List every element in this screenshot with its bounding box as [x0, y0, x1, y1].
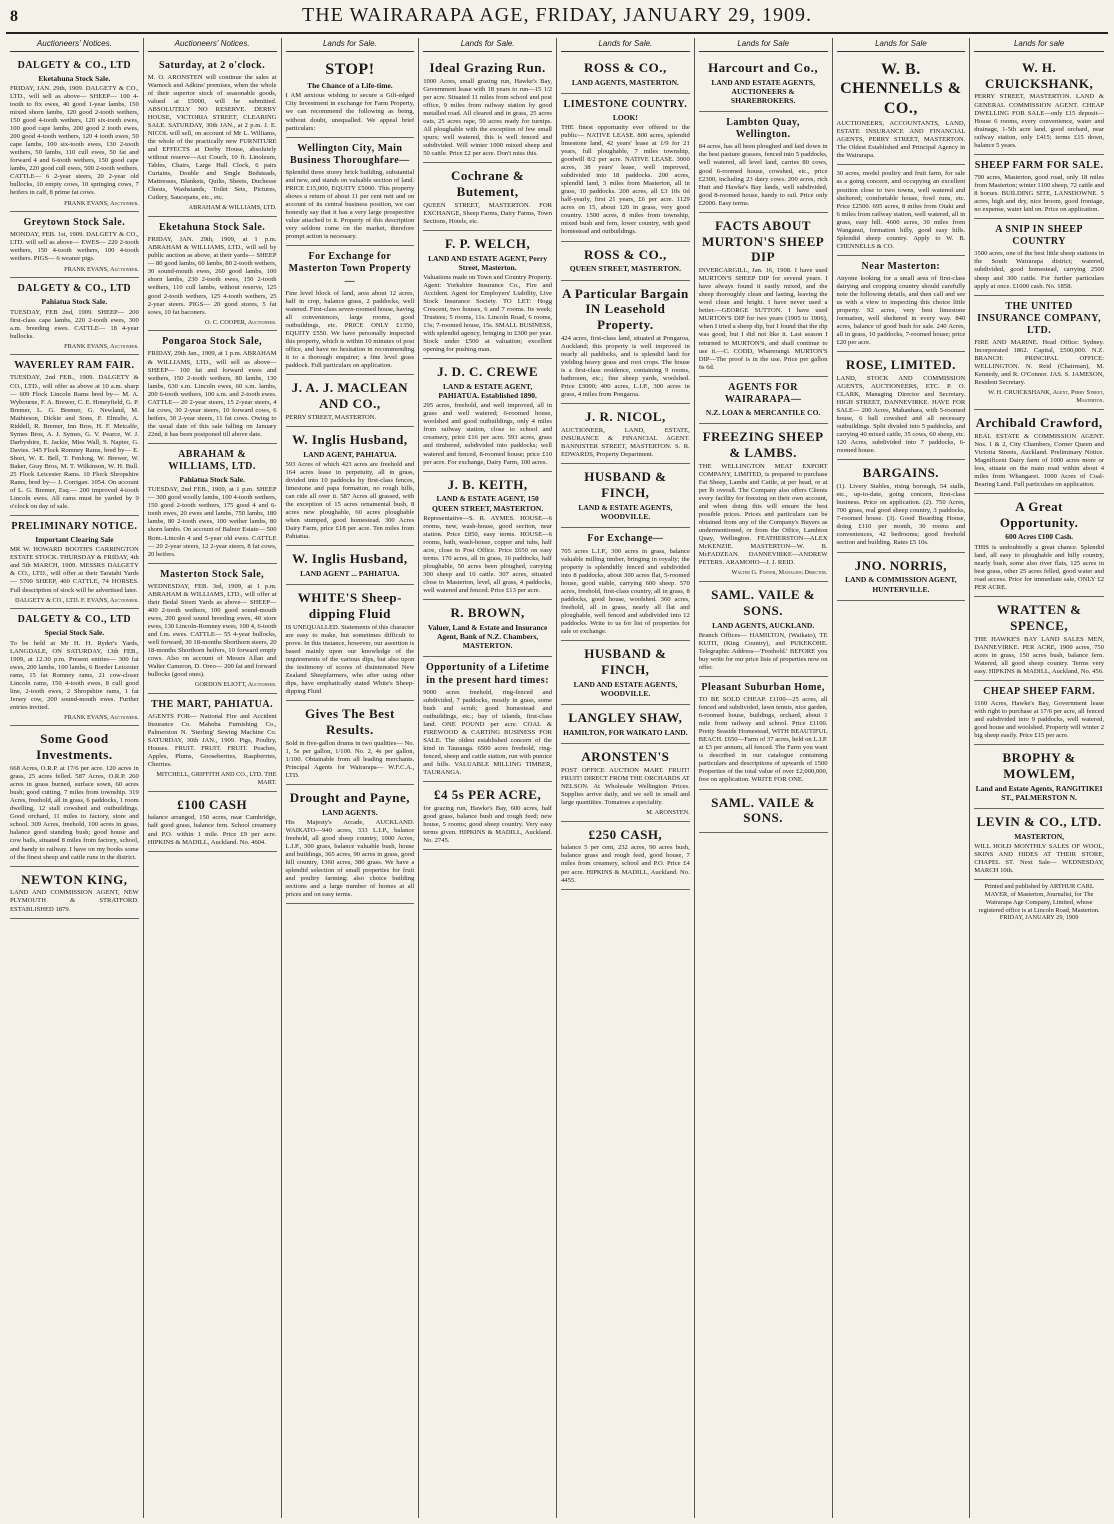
- ad-title: A Particular Bargain IN Leasehold Property.: [561, 285, 689, 333]
- advertisement: [561, 404, 690, 464]
- ad-title: W. Inglis Husband,: [292, 431, 408, 447]
- ad-title: HUSBAND & FINCH,: [584, 469, 667, 501]
- ad-body: MR W. HOWARD BOOTH'S CARRINGTON ESTATE STOCK. THURSDAY & FRIDAY, 4th and 5th MARCH, 1909. MESSRS DALGETY & CO., LTD., will offer at their Taratahi Yards— 5700 SHEEP, 460 CATTLE, 74 HORSES. Full description of stock will be advertised later.: [10, 546, 139, 594]
- column-1: [6, 38, 144, 1518]
- ad-title: £4 5s PER ACRE,: [434, 787, 542, 803]
- ad-body: THE finest opportunity ever offered to the public— NATIVE LEASE. 800 acres, splendid limestone land, 42 years' lease at 1/9 for 21 years, full ploughable, 7 miles township, goodwill 8/2 per acre. NATIVE LEASE. 3000 acres, 38 years' lease, well improved, subdivided into 18 paddocks. 200 acres, splendid land, 3 miles from Masterton, all in grass, 10 paddocks. 200 acres, all £3 10s 0d half-yearly, first 21 years, £6 per acre. 1129 acres on 15, about 120 in grass, very good country. 1500 acres, 8 miles from township, mixed bush and fern, lower country, with good homestead and outbuildings.: [561, 124, 690, 236]
- ad-title: HUSBAND & FINCH,: [584, 645, 667, 677]
- column-heading: Lands for Sale: [699, 38, 828, 52]
- advertisement: [423, 359, 552, 471]
- ad-subtitle: Pahiatua Stock Sale.: [179, 475, 245, 485]
- ad-body: for grazing run, Hawke's Bay, 600 acres, half good grass, balance bush and rough feed; new house, 5 rooms; good sheep country. Very easy terms given. HIPKINS & MADILL, Auckland. No. 2745.: [423, 804, 552, 845]
- ad-signature: FRANK EVANS, Auctioneer.: [64, 265, 139, 273]
- advertisement: [286, 138, 415, 247]
- ad-title: SHEEP FARM FOR SALE.: [974, 159, 1104, 171]
- ad-title: THE UNITED INSURANCE COMPANY, LTD.: [977, 300, 1102, 336]
- advertisement: [10, 867, 139, 919]
- ad-signature: Walter G. Foster, Managing Director.: [731, 569, 828, 577]
- ad-subtitle: LAND AND ESTATE AGENTS, AUCTIONEERS & SHAREBROKERS.: [711, 77, 815, 105]
- ad-subtitle: LAND AGENTS, MASTERTON.: [571, 77, 679, 87]
- ad-body: 593 Acres of which 423 acres are freehold and 164 acres lease in perpetuity, all in grass, divided into 10 paddocks by first-class fences, limestone and papa formation, no rough hills, can ride all over it. 587 Acres all grassed, with the exception of 15 acres ornamental bush, 8 acres new ploughable, 60 acres ploughable when stumped, good homestead. 300 Acres Dairy Farm, price £18 per acre. Ten miles from Pahiatua.: [285, 460, 415, 541]
- column-2: [144, 38, 282, 1518]
- ad-title: Near Masterton:: [861, 260, 941, 272]
- imprint-footer: Printed and published by ARTHUR CARL MAYER, of Masterton, Journalist, for The Wairarapa Age Company, Limited, whose registered office is at Lincoln Road, Masterton. FRIDAY, JANUARY 29, 1909: [978, 883, 1100, 922]
- advertisement: [699, 213, 828, 377]
- advertisement: [974, 296, 1104, 410]
- ad-title: J. A. J. MACLEAN AND CO.,: [291, 380, 409, 411]
- ad-title: Saturday, at 2 o'clock.: [159, 59, 266, 71]
- ad-title: WHITE'S Sheep-dipping Fluid: [297, 590, 402, 622]
- ad-title: Pongaroa Stock Sale,: [162, 336, 263, 348]
- advertisement: [561, 55, 690, 94]
- ad-title: SAML. VAILE & SONS.: [711, 794, 816, 826]
- advertisement: [10, 609, 139, 726]
- ad-body: FRIDAY, 29th Jan., 1909, at 1 p.m. ABRAHAM & WILLIAMS, LTD., will sell as above— SHEEP— 100 fat and forward ewes and wethers, 150 2-tooth wethers, 80 lambs, 130 lambs, 630 s.m. Lincoln ewes, 60 s.m. lambs, 200 6-tooth wethers, 100 s.m. and 2-tooth ewes. CATTLE— 20 2-year steers, 15 2-year steers, 4 fat cows, 30 2-year steers, 10 forward cows, 6 heifers, 30 2-year steers, 11 fat cows. Owing to the usual date of this sale falling on January 22nd, it has been postponed till above date.: [147, 350, 277, 438]
- ad-title: WAVERLEY RAM FAIR.: [14, 360, 135, 372]
- ad-signature: GORDON ELIOTT, Auctioneer.: [194, 681, 277, 689]
- ad-title: BARGAINS.: [862, 465, 940, 481]
- ad-body: FIRE AND MARINE. Head Office: Sydney. Incorporated 1862. Capital, £500,000. N.Z. BRANCH: PRINCIPAL OFFICE: WELLINGTON. N. Reid (Chairman), M. Kennedy, and R. O'Connor. JAS. S. JAMESON, Resident Secretary.: [974, 339, 1104, 387]
- ad-title: W. Inglis Husband,: [292, 551, 408, 567]
- ad-subtitle: Special Stock Sale.: [44, 628, 105, 638]
- ad-title: CHEAP SHEEP FARM.: [983, 685, 1096, 697]
- ad-title: LANGLEY SHAW,: [568, 709, 683, 725]
- advertisement: [699, 112, 828, 213]
- ad-title: DALGETY & CO., LTD: [17, 59, 132, 71]
- ad-body: To be held at Mr H. H. Ryder's Yards, LANGDALE, ON SATURDAY, 13th FEB., 1909, at 12.30 p.m. Present entries— 300 fat ewes, 200 lambs, 100 lambs, 6 Border Leicester rams, 15 fat Romney rams, 21 cow-closer Lincoln rams, 150 4-tooth ewes, 8 cull good line, 2-tooth ewes, 2 Shropshire rams, 1 fat Jersey cow, 200 sound-mouth ewes. Further entries invited.: [10, 639, 139, 711]
- ad-subtitle: LAND AGENT, PAHIATUA.: [303, 449, 397, 459]
- ad-subtitle: LOOK!: [612, 112, 638, 122]
- ad-signature: FRANK EVANS, Auctioneer.: [64, 713, 139, 721]
- advertisement: [10, 516, 139, 609]
- ad-subtitle: LAND & COMMISSION AGENT, HUNTERVILLE.: [845, 575, 957, 594]
- ad-subtitle: N.Z. LOAN & MERCANTILE CO.: [705, 408, 821, 418]
- ad-title: THE MART, PAHIATUA.: [151, 698, 274, 710]
- ad-signature: FRANK EVANS, Auctioneer.: [64, 342, 139, 350]
- column-8: [970, 38, 1108, 1518]
- ad-title: Masterton Stock Sale,: [160, 568, 265, 580]
- ad-title: Cochrane & Butement,: [451, 167, 525, 199]
- ad-body: INVERCARGILL, Jan. 16, 1908. I have used MURTON'S SHEEP DIP for several years. I have always found it easily mixed, and the sheep thoroughly clean and lasting, leaving the wool clean and bright. I have never used a better.—GEORGE SUTTON. I have used MURTON'S DIP for two years (1905 to 1906), when I tried a sheep dip, but I found that the dip was good, but I did not like it. Last season I returned to MURTON'S, and shall continue to use it.—C. CODD, Wharerangi. MURTON'S DIP—The proof is in the use. Price per gallon 6s 6d.: [698, 267, 828, 371]
- ad-title: BROPHY & MOWLEM,: [1002, 750, 1076, 781]
- advertisement: [10, 726, 139, 866]
- ad-body: REAL ESTATE & COMMISSION AGENT. Nos. 1 & 2, City Chambers, Corner Queen and Victoria Streets, Auckland. Preliminary Notice. Magnificent Dairy farm of 1000 acres more or less, situate on the main road within about 4 miles from Whangarei. 1000 Acres of Coal-Bearing Land. Full particulars on application.: [974, 432, 1104, 488]
- ad-body: AUCTIONEER, LAND, ESTATE, INSURANCE & FINANCIAL AGENT. BANNISTER STREET, MASTERTON. S. R. EDWARDS, Property Department.: [561, 427, 690, 459]
- column-heading: Lands for Sale.: [423, 38, 552, 52]
- advertisement: [148, 792, 277, 852]
- ad-title: A SNIP IN SHEEP COUNTRY: [995, 224, 1084, 248]
- ad-title: W. B. CHENNELLS & CO.,: [840, 60, 962, 117]
- ad-title: ABRAHAM & WILLIAMS, LTD.: [168, 448, 256, 472]
- column-4: [419, 38, 557, 1518]
- ad-title: ARONSTEN'S: [581, 748, 670, 764]
- ad-title: ROSS & CO.,: [583, 59, 667, 75]
- ad-title: SAML. VAILE & SONS.: [711, 586, 816, 618]
- advertisement: [423, 55, 552, 163]
- ad-signature: DALGETY & CO., LTD. F. EVANS, Auctioneer.: [15, 596, 139, 604]
- advertisement: [10, 55, 139, 212]
- ad-body: PERRY STREET, MASTERTON.: [285, 413, 377, 421]
- ad-title: Opportunity of a Lifetime in the present hard times:: [425, 662, 550, 686]
- ad-body: LAND AND COMMISSION AGENT, NEW PLYMOUTH & STRATFORD. ESTABLISHED 1879.: [10, 889, 139, 913]
- ad-body: IS UNEQUALLED. Statements of this character are easy to make, but sometimes difficult to prove. In this instance, however, our assertion is based mainly upon our knowledge of the requirements of the various dips, but also upon the testimony of scores of disinterested New Zealand Sheepfarmers, who after using other dips, have emphatically stated White's Sheep-dipping Fluid: [285, 623, 415, 696]
- ad-subtitle: Pahiatua Stock Sale.: [41, 297, 108, 307]
- ad-subtitle: QUEEN STREET, MASTERTON.: [569, 264, 681, 274]
- ad-body: 1000 Acres, small grazing run, Hawke's Bay, Government lease with 18 years to run—15 1/2 per acre. Situated 11 miles from school and post office, 9 miles from railway station by good metalled road. All cleared and in grass, 25 acres oats, 25 acres rape, 50 acres ready for turnips. All ploughable with the exception of few small spurs; well watered, this is well fenced and subdivided. Will winter 1000 mixed sheep and 50 cattle. Price £2 per acre. Don't miss this.: [423, 77, 552, 157]
- advertisement: [974, 494, 1104, 597]
- ad-body: FRIDAY, JAN. 29th, 1909, at 1 p.m. ABRAHAM & WILLIAMS, LTD., will sell by public auction as above, at their yards— SHEEP— 80 good lambs, 60 lambs, 80 2-tooth wethers, 30 sound-mouth ewes, 260 good lambs, 100 shorn lambs, 230 2-tooth ewes, 150 2-tooth wethers, 110 cull lambs, without reserve, 125 good 2-tooth wethers, 125 4-tooth wethers, 25 2-year steers. PIGS— 20 good stores, 5 fat sows, 10 fat baconers.: [147, 236, 277, 316]
- ad-signature: FRANK EVANS, Auctioneer.: [64, 199, 139, 207]
- ad-subtitle: LAND & ESTATE AGENT, 150 QUEEN STREET, MASTERTON.: [432, 494, 544, 513]
- ad-subtitle: LAND AGENTS.: [322, 807, 378, 817]
- advertisement: [148, 564, 277, 694]
- advertisement: [974, 745, 1104, 809]
- ad-title: WRATTEN & SPENCE,: [996, 601, 1082, 633]
- ad-title: For Exchange—: [587, 533, 664, 545]
- ad-signature: MITCHELL, GRIFFITH AND CO., LTD. THE MART.: [156, 771, 277, 786]
- advertisement: [286, 246, 415, 375]
- ad-subtitle: HAMILTON, FOR WAIKATO LAND.: [563, 727, 688, 737]
- masthead-title: THE WAIRARAPA AGE, FRIDAY, JANUARY 29, 1909.: [301, 4, 812, 26]
- ad-title: NEWTON KING,: [21, 871, 128, 887]
- advertisement: [561, 528, 690, 641]
- ad-body: 668 Acres, O.R.P. at 17/6 per acre. 120 acres in grass, 25 acres felled. 587 Acres, O.R.P. 260 acres in grass burned, surface sown, 60 acres bush; good cutting, 7 miles from township. 319 Acres, freehold, all in grass, 6 paddocks, 1 room dwelling, 12 stall cowshed and outbuildings. Good orchard, 11 miles to factory, store and school. 309 Acres, freehold, 100 acres in grass, balance good standing bush; good house and cow bails, situated 8 miles from factory, school, and handy to railway. I have on my books some of the finest sheep and cattle runs in the district.: [10, 765, 139, 861]
- advertisement: [974, 681, 1104, 745]
- advertisement: [561, 822, 690, 890]
- ad-subtitle: Land and Estate Agents, RANGITIKEI ST., PALMERSTON N.: [975, 783, 1103, 802]
- columns-grid: [6, 38, 1108, 1518]
- advertisement: [561, 242, 690, 281]
- ad-body: His Majesty's Arcade, AUCKLAND. WAIKATO—940 acres, 333 L.I.P., balance freehold, all good sheep country, 1000 Acres, L.I.P., 300 grass, balance valuable bush, house and buildings, 365 acres, 90 acres in grass, good hill country, 1360 acres, 380 grass. We have a splendid selection of small properties for fruit and poultry farming; also choice building sections and a large number of homes at all prices and on easy terms.: [285, 819, 415, 899]
- advertisement: [699, 790, 828, 834]
- advertisement: [699, 677, 828, 790]
- ad-title: ROSE, LIMITED.: [845, 357, 956, 373]
- ad-title: Eketahuna Stock Sale.: [158, 222, 266, 234]
- column-3: [282, 38, 420, 1518]
- ad-title: A Great Opportunity.: [999, 498, 1079, 530]
- ad-body: TUESDAY, 2nd FEB., 1909. DALGETY & CO., LTD., will offer as above at 10 a.m. sharp— 609 Flock Lincoln Rams bred by— M. A. Wybourne, F. A. Brewer, C. E. Honeyfield, G. P. Bremer, L. G. Bremer, G. Newland, M. Mathieson, Dickie and Sons, F. Elmslie, A. Riddell, R. Bremer, Inn Bros, H. F. Metcalfe, Symes Bros, A. J. Symes, G. V. Pearce, W. J. Darbyshire, E. Jackie, Miss Wall, S. Napier, G. Davies. 345 Flock Romney Rams, bred by— E. Short, W. E. Bell, T. Fenlong, W. Brewer, W. Baker, Gray Bros, M. T. Wilkinson, W. H. Bull. 25 Flock Leicester Rams. 10 Flock Shropshire Rams, bred by— J. Corrigan. 1054. On account of L. G. Bremer, Esq.— 200 improved 4-tooth Lincoln ewes. All rams must be yarded by 9 o'clock on day of sale.: [10, 374, 139, 510]
- ad-subtitle: LAND AND ESTATE AGENTS, WOODVILLE.: [573, 679, 678, 698]
- ad-body: (1). Livery Stables, rising borough, 54 stalls, etc., up-to-date, going concern, first-class business. Price on application. (2). 750 Acres, 700 grass, real good sheep country, 3 paddocks, 7-roomed house. (3). Good Boarding House, doing £110 per month, 30 rooms and conveniences, 42 bedrooms; good freehold section and building. Rates £5 10s.: [836, 483, 966, 547]
- advertisement: [286, 546, 415, 585]
- ad-body: THE WELLINGTON MEAT EXPORT COMPANY, LIMITED, is prepared to purchase Fat Sheep, Lambs and Cattle, at per head, or at per lb overall. The Company also offers Clients every facility for freezing on their own account, and when doing this will ensure the best possible prices. Prices and particulars can be obtained from any of the Company's Buyers as undermentioned, or from the Office, Lambton Quay, Wellington. FEATHERSTON—ALEX McKENZIE. MASTERTON—W. B. McFADZEAN. DANNEVIRKE—ANDREW PETERS. ARAMOHO—J. J. REID.: [698, 462, 828, 567]
- advertisement: [148, 55, 277, 217]
- ad-body: 84 acres, has all been ploughed and laid down in the best pasture grasses, fenced into 5 paddocks, well watered, all level land, carries 80 cows, good 6-roomed house, cowshed, etc., price £2300, including 23 dairy cows. 200 acres, rich Hutt and Hawke's Bay lands, well subdivided, good 8-roomed house, handy to rail. Price only £2000. Easy terms.: [698, 143, 828, 207]
- ad-body: AUCTIONEERS, ACCOUNTANTS, LAND, ESTATE INSURANCE AND FINANCIAL AGENTS, PERRY STREET, MASTERTON. The Oldest Established and Principal Agency in the Wairarapa.: [836, 120, 966, 160]
- ad-title: FACTS ABOUT MURTON'S SHEEP DIP: [702, 217, 825, 265]
- advertisement: [837, 165, 966, 255]
- advertisement: [148, 694, 277, 792]
- advertisement: [974, 219, 1104, 296]
- ad-title: Drought and Payne,: [289, 790, 411, 806]
- advertisement: [148, 217, 277, 331]
- column-heading: Auctioneers' Notices.: [10, 38, 139, 52]
- advertisement: [286, 701, 415, 785]
- ad-signature: O. C. COOPER, Auctioneer.: [205, 318, 277, 326]
- advertisement: [10, 355, 139, 516]
- ad-body: TUESDAY, 2nd FEB., 1909, at 1 p.m. SHEEP— 300 good woolly lambs, 100 4-tooth wethers, 150 good 2-tooth wethers, 175 good 4 and 6-tooth ewes, 20 ewes and lambs, 750 lambs, 180 lambs, 80 2-tooth ewes, 100 wether lambs, 80 shorn lambs. On account of Balnor Estate— 500 Rom.-Lincoln 4 and 5-year old ewes. CATTLE— 20 2-year steers, 12 2-year steers, 8 fat cows, 20 heifers.: [147, 486, 277, 558]
- ad-body: FRIDAY, JAN. 29th, 1909. DALGETY & CO., LTD., will sell as above— SHEEP— 100 4-tooth to fix ewes, 40 good 1-year lambs, 150 mixed shorn lambs, 120 good 2-tooth wethers, 150 good 4-tooth wethers, 120 six-tooth ewes, 100 good cape lambs, 200 good 2 tooth ewes, 200 good 4-tooth wethers, 120 4 tooth ewes, 50 cape lambs, 100 six-tooth ewes, 130 2-tooth wethers, 50 lambs, 110 cull ewes, 50 fat and forward 4 and 6-tooth wethers, 150 good cape lambs, 220 good cull ewes, 500 2-tooth wethers. CATTLE— 6 2-year steers, 20 2-year old bullocks, 10 empty cows, 10 springing cows, 7 heifers in calf, 8 prime fat cows.: [10, 85, 139, 197]
- ad-signature: M. ARONSTEN.: [646, 808, 690, 816]
- ad-title: Greytown Stock Sale.: [23, 217, 126, 229]
- ad-title: AGENTS FOR WAIRARAPA—: [724, 381, 802, 405]
- ad-subtitle: The Chance of a Life-time.: [307, 81, 393, 91]
- ad-subtitle: Valuer, Land & Estate and Insurance Agent, Bank of N.Z. Chambers, MASTERTON.: [427, 622, 548, 651]
- ad-subtitle: MASTERTON,: [1014, 831, 1065, 841]
- advertisement: [699, 55, 828, 112]
- advertisement: [10, 212, 139, 278]
- ad-title: R. BROWN,: [450, 605, 525, 621]
- ad-title: J. R. NICOL,: [584, 409, 666, 425]
- ad-title: FREEZING SHEEP & LAMBS.: [702, 429, 824, 461]
- advertisement: [423, 600, 552, 657]
- ad-body: 424 acres, first-class land, situated at Pongaroa, Auckland; this property is well improved in nearly all paddocks, and is splendid land for yielding heavy grass and root crops. The house is a first-class residence, containing 9 rooms, bathroom, etc.; fine sheep yards, woolshed. Price £3000; 400 acres, L.I.P., 300 acres in grass, 4 miles from Pongaroa.: [561, 335, 690, 399]
- advertisement: [974, 55, 1104, 155]
- ad-body: 3500 acres, one of the best little sheep stations in the South Wairarapa district; watered, subdivided, good homestead, carrying 2500 sheep and 300 cattle. For further particulars apply at once. £1000 cash. No. 1858.: [974, 250, 1104, 290]
- advertisement: [286, 375, 415, 427]
- ad-body: I AM anxious wishing to secure a Gilt-edged City Investment in exchange for Farm Property, we can recommend the following as being, without doubt, unequalled. We appeal brief particulars:: [285, 92, 415, 132]
- ad-body: balance arranged, 150 acres, near Cambridge, half good grass, balance fern. School creamery and P.O. within 1 mile. Price £9 per acre. HIPKINS & MADILL, Auckland. No. 4604.: [147, 814, 277, 846]
- ad-title: W. H. CRUICKSHANK,: [985, 59, 1094, 91]
- advertisement: [423, 231, 552, 359]
- advertisement: [561, 464, 690, 528]
- ad-title: LEVIN & CO., LTD.: [976, 814, 1102, 829]
- ad-body: THIS is undoubtedly a great chance. Splendid land, all easy to ploughable and hilly country, nearly bush, some also river flats, 125 acres in best grass, other 25 acres felled, good water and road access. Price for immediate sale, ONLY £2 PER ACRE.: [974, 543, 1104, 591]
- ad-title: J. D. C. CREWE: [437, 364, 539, 380]
- ad-title: F. P. WELCH,: [444, 235, 531, 251]
- ad-body: 705 acres L.I.P., 300 acres in grass, balance valuable milling timber, bringing in royalty; the property is splendidly fenced and subdivided into 8 paddocks, about 300 acres flat, 5-roomed house, good stable, carrying 600 sheep. 570 acres, freehold, first-class country, all in grass, 8 paddocks, good house, woolshed. 360 acres, freehold, all in grass, nearly all flat and ploughable, well fenced and subdivided into 12 paddocks. Write to us for list of properties for sale or exchange.: [561, 547, 690, 635]
- advertisement: [286, 785, 415, 904]
- ad-subtitle: LAND AGENTS, AUCKLAND.: [712, 620, 815, 630]
- ad-title: LIMESTONE COUNTRY.: [563, 98, 688, 110]
- ad-body: TUESDAY, FEB 2nd, 1909. SHEEP— 200 first-class cape lambs, 220 2-tooth ewes, 300 a.m. breeding ewes. CATTLE— 18 4-year bullocks.: [10, 308, 139, 340]
- advertisement: [286, 55, 415, 138]
- column-heading: Lands for Sale: [837, 38, 966, 52]
- ad-subtitle: LAND & ESTATE AGENT, PAHIATUA. Established 1890.: [438, 382, 537, 401]
- ad-title: For Exchange for Masterton Town Property—: [288, 251, 412, 287]
- ad-body: Anyone looking for a small area of first-class dairying and cropping country should carefully note the following details, and then call and see us with a view to inspecting this choice little property. 92 acres, very best limestone formation, well sheltered in every way. 840 acres, balance of good bush for sale. 240 Acres, all in grass, 10 paddocks, 7-roomed house; price £20 per acre.: [836, 274, 966, 347]
- ad-subtitle: Eketahuna Stock Sale.: [38, 73, 111, 83]
- ad-body: THE HAWKE'S BAY LAND SALES MEN, DANNEVIRKE. PER ACRE, 1900 acres, 750 acres in grass, 150 acres bush, balance fern. Watered, all good sheep country. Terms very easy. HIPKINS & MADILL, Auckland, No. 456.: [974, 635, 1104, 675]
- ad-body: 790 acres, Masterton, good road, only 18 miles from Masterton; winter 1100 sheep, 72 cattle and 8 horses. BUILDING SITE, LANSDOWNE. 5 acres, high and dry, nice broom, good frontage, no expense, water laid on. Price on application.: [974, 173, 1105, 213]
- ad-subtitle: LAND AGENT ... PAHIATUA.: [300, 569, 400, 579]
- ad-body: M. O. ARONSTEN will continue the sales at Warnock and Adkins' premises, when the whole of their superior stock of seasonable goods, valued at £5000, will be submitted. ABSOLUTELY NO RESERVE. DERBY HOUSE, VICTORIA STREET, CLEARING SALE. SATURDAY, 30th JAN., at 2 p.m. J. E. NICOL will sell, on account of Mr L. Williams, the whole of the practically new FURNITURE and EFFECTS at Derby House, absolutely without reserve—Axt Couch, 10 ft. Linoleum, Tables, Chairs, Large Hall Clock, 6 pairs Curtains, Double and Single Bedsteads, Mattresses, Blankets, Quilts, Sheets, Duchesse Chests, Washstands, Toilet Sets, Pictures, Cutlery, Saucepans, etc., etc.: [147, 73, 277, 202]
- ad-body: TO BE SOLD CHEAP. £1100—25 acres, all fenced and subdivided, lawn tennis, nice garden, 6-roomed house, buildings, orchard, about 1 mile from railway and school. Price £1100. Pretty Seaside Homestead, WITH BEAUTIFUL BEACH. £650—Farm of 37 acres, held on L.I.P. at £3 per annum, all fenced. The Farm you want is described in our catalogue containing particulars and descriptions of upwards of 1500 Properties of the total value of over £2,000,000, free on application. WRITE FOR ONE.: [698, 696, 828, 784]
- advertisement: [286, 585, 415, 701]
- ad-body: Fine level block of land, area about 12 acres, half in crop, balance grass, 2 paddocks, well watered. First-class seven-roomed house, having all conveniences, large rooms, good outbuildings, etc. PRICE ONLY £1350, EQUITY £550. We have personally inspected this property, which is within 10 minutes of post office, and have no hesitation in recommending it to a thorough enquirer; a fine level grass paddock. Full particulars on application.: [285, 289, 415, 370]
- advertisement: [837, 553, 966, 601]
- advertisement: [837, 256, 966, 352]
- ad-body: POST OFFICE AUCTION MART. FRUIT! FRUIT! DIRECT FROM THE ORCHARDS AT NELSON. At Wholesale Wellington Prices. Supplies arrive daily, and we sell in small and large quantities. Tomatoes a speciality.: [561, 766, 690, 806]
- advertisement: [148, 444, 277, 564]
- advertisement: [837, 352, 966, 460]
- ad-title: DALGETY & CO., LTD: [17, 614, 132, 626]
- ad-title: £250 CASH,: [588, 826, 663, 842]
- ad-body: WEDNESDAY, FEB. 3rd, 1909, at 1 p.m. ABRAHAM & WILLIAMS, LTD., will offer at their Bedal Street Yards as above— SHEEP— 400 2-tooth wethers, 100 good sound-mouth ewes, 200 good sound breeding ewes, 40 store ewes, 130 Lincoln-Romney ewes, 100 4, 6-tooth and f.m. ewes. CATTLE— 55 4-year bullocks, well forward, 30 18-months Shorthorn steers, 20 18-months Shorthorn heifers, 10 forward empty cows. Also on account of Messrs Allan and Walter Cameron, D. Oreo— 200 fat and forward bullocks (good ones).: [147, 582, 277, 679]
- advertisement: [561, 281, 690, 405]
- column-5: [557, 38, 695, 1518]
- column-heading: Lands for Sale.: [286, 38, 415, 52]
- ad-body: Representative—S. R. AYMES. HOUSE—6 rooms, new, wash-house, good section, near station. Price £850, easy terms. HOUSE—6 rooms, bath, wash-house, copper and tubs, half acre, close to Post Office. Price £650 on easy terms. 170 acres, all in grass, 16 paddocks, half ploughable, 50 acres been ploughed, carrying 300 sheep and 10 cattle. 307 acres, situated close to Masterton, level, all grass, 4 paddocks, well watered and fenced. Price £13 per acre.: [423, 514, 552, 594]
- ad-title: £100 CASH: [177, 796, 248, 812]
- ad-body: MONDAY, FEB. 1st, 1909. DALGETY & CO., LTD. will sell as above— EWES— 220 2-tooth wethers, 150 4-tooth wethers, 100 4-tooth wethers. PIGS— 6 weaner pigs.: [10, 231, 139, 263]
- advertisement: [423, 472, 552, 600]
- ad-subtitle: 600 Acres £100 Cash.: [1005, 532, 1074, 542]
- ad-title: ROSS & CO.,: [583, 246, 667, 262]
- advertisement: [837, 460, 966, 552]
- advertisement: [423, 782, 552, 850]
- advertisement: [699, 424, 828, 582]
- advertisement: [974, 155, 1104, 219]
- ad-body: Branch Offices— HAMILTON, (Waikato), TE KUITI, (King Country), and PUKEKOHE. Telegraphic Address—'Freehold.' BEFORE you buy write for our price lists of properties now on offer.: [698, 631, 828, 671]
- ad-title: STOP!: [325, 60, 375, 78]
- advertisement: [10, 278, 139, 355]
- column-heading: Lands for Sale.: [561, 38, 690, 52]
- ad-title: DALGETY & CO., LTD: [17, 283, 132, 295]
- ad-body: WILL HOLD MONTHLY SALES OF WOOL, SKINS AND HIDES AT THEIR STORE, CHAPEL ST. Next Sale— WEDNESDAY, MARCH 10th.: [974, 843, 1104, 875]
- advertisement: [974, 597, 1104, 681]
- ad-title: Harcourt and Co.,: [708, 59, 819, 75]
- ad-body: QUEEN STREET, MASTERTON. FOR EXCHANGE, Sheep Farms, Dairy Farms, Town Sections, Hotels, etc.: [423, 201, 552, 225]
- advertisement: [561, 744, 690, 822]
- advertisement: [699, 582, 828, 677]
- ad-title: Gives The Best Results.: [304, 706, 395, 738]
- ad-title: Archibald Crawford,: [975, 414, 1103, 430]
- ad-title: PRELIMINARY NOTICE.: [11, 521, 138, 533]
- advertisement: [837, 55, 966, 166]
- column-6: [695, 38, 833, 1518]
- ad-body: AGENTS FOR— National Fire and Accident Insurance Co. Mahoba Furnishing Co., Palmerston N. 'Sterling' Sewing Machine Co. SATURDAY, 30th JAN., 1909. Pigs, Poultry, Houses. FRUIT. FRUIT. FRUIT. Peaches, Apples, Plums, Gooseberries, Raspberries, Cherries.: [147, 713, 277, 769]
- advertisement: [974, 809, 1104, 880]
- ad-body: Splendid three storey brick building, substantial and new, and stands on valuable section of land. PRICE £15,000, EQUITY £5000. This property shows a return of about 11 per cent nett and on account of its central business position, we can honestly say that it has a very large prospective value attached to it. Property of this description very seldom come on the market, therefore prompt action is necessary.: [285, 168, 415, 241]
- ad-body: Valuations made on Town and Country Property. Agent: Yorkshire Insurance Co., Fire and Accident. Agent for Employers' Liability, Live Stock Insurance Society. TO LET: Hogg Crescent, two houses, 6 and 7 rooms. Its week; Trustees; 5 rooms, 11s. Lincoln Road, 6 rooms, 13s; 7-roomed house, 15s. SMALL BUSINESS, with splendid agency, bringing in £300 per year. Stock under £500 at valuation; excellent opening for pushing man.: [423, 273, 552, 354]
- ad-subtitle: LAND & ESTATE AGENTS, WOODVILLE.: [578, 503, 673, 522]
- ad-body: LAND, STOCK AND COMMISSION AGENTS, AUCTIONEERS, ETC. P. O. CLARK, Managing Director and Secretary. HIGH STREET, DANNEVIRKE. HAVE FOR SALE— 200 Acres, Mahanhara, with 5-roomed house, 6 ball cowshed and all necessary outbuildings. Split divided into 5 paddocks, and carrying 40 mixed cattle, 35 cows, 60 sheep, etc. 120 Acres, subdivided into 7 paddocks, 6-roomed house.: [836, 375, 966, 455]
- ad-subtitle: LAND AND ESTATE AGENT, Perry Street, Masterton.: [428, 253, 548, 272]
- advertisement: [423, 657, 552, 782]
- advertisement: [148, 331, 277, 444]
- ad-body: 30 acres, model poultry and fruit farm, for sale as a going concern, and occupying an excellent position close to two towns, well watered and sheltered; comfortable house, fowl runs, etc. Price £2500. 695 acres, 8 miles from Otaki and 6 miles from railway station, well watered, all in grass, easy hill. 4600 acres, 30 miles from Wanganui, formation hilly, good easy hills. Splendid sheep country. Apply to W. B. CHENNELLS & CO.: [836, 170, 966, 250]
- advertisement: [561, 641, 690, 705]
- ad-body: 295 acres, freehold, and well improved, all in grass and well watered; 6-roomed house, woolshed and good outbuildings, only 4 miles from railway station, close to school and creamery, price £16 per acre. 593 acres, grass and timbered, subdivided into paddocks; well watered and fenced, 8-roomed house; price £10 per acre. For exchange, Dairy Farm, 100 acres.: [423, 402, 552, 466]
- ad-title: J. B. KEITH,: [447, 476, 528, 492]
- ad-body: PERRY STREET, MASTERTON. LAND & GENERAL COMMISSION AGENT. CHEAP DWELLING FOR SALE—only £15 deposit—House 6 rooms, every convenience, water and drainage, 1-5th acre land, good orchard, near railway station, only £415; terms £15 down, balance 5 years.: [974, 93, 1104, 149]
- masthead: [6, 4, 1108, 34]
- ad-signature: ABRAHAM & WILLIAMS, LTD.: [188, 204, 277, 212]
- ad-title: Ideal Grazing Run.: [429, 59, 546, 75]
- advertisement: [423, 163, 552, 231]
- advertisement: [286, 427, 415, 546]
- column-7: [833, 38, 971, 1518]
- ad-body: Sold in five-gallon drums in two qualities— No. 1, 5s per gallon, 1/100. No. 2, 4s per gallon, 1/100. Obtainable from all leading merchants. Principal Agents for Wairarapa— W.F.C.A., LTD.: [285, 739, 415, 779]
- ad-body: balance 5 per cent, 232 acres, 90 acres bush, balance grass and rough feed, good house, 7 miles from creamery, school and P.O. Price £4 per acre. HIPKINS & MADILL, Auckland. No. 4455.: [561, 844, 690, 884]
- ad-title: Some Good Investments.: [36, 731, 113, 763]
- ad-body: 9000 acres freehold, ring-fenced and subdivided, 7 paddocks, mostly in grass, some bush and scrub; good homestead and outbuildings, etc.; bay of islands, first-class land. ONE POUND per acre. COAL & FIREWOOD & CARTING BUSINESS FOR SALE. The oldest established concern of the kind in Taurauga. 6500 acres freehold, ring-fenced, sheep and cattle station, run with pumice and hills. VALUABLE MILLING TIMBER, TAURANGA.: [423, 688, 552, 776]
- ad-title: Pleasant Suburban Home,: [701, 681, 825, 693]
- advertisement: [974, 410, 1104, 494]
- column-heading: Auctioneers' Notices.: [148, 38, 277, 52]
- page-number: 8: [10, 8, 18, 25]
- ad-title: Wellington City, Main Business Thoroughfare—: [290, 142, 410, 166]
- ad-title: JNO. NORRIS,: [854, 557, 948, 573]
- advertisement: [561, 705, 690, 744]
- advertisement: [561, 94, 690, 242]
- ad-subtitle: Important Clearing Sale: [35, 535, 114, 545]
- ad-signature: W. H. CRUICKSHANK, Agent, Perry Street, Masterton.: [988, 389, 1104, 404]
- advertisement: [699, 377, 828, 425]
- ad-body: 1160 Acres, Hawke's Bay, Government lease with right to purchase at 17/6 per acre, all fenced and subdivided into 9 paddocks, well watered, good house and woolshed. Property will winter 2 big sheep easily. Price £15 per acre.: [974, 699, 1104, 739]
- column-heading: Lands for sale: [974, 38, 1104, 52]
- ad-title: Lambton Quay, Wellington.: [726, 117, 800, 141]
